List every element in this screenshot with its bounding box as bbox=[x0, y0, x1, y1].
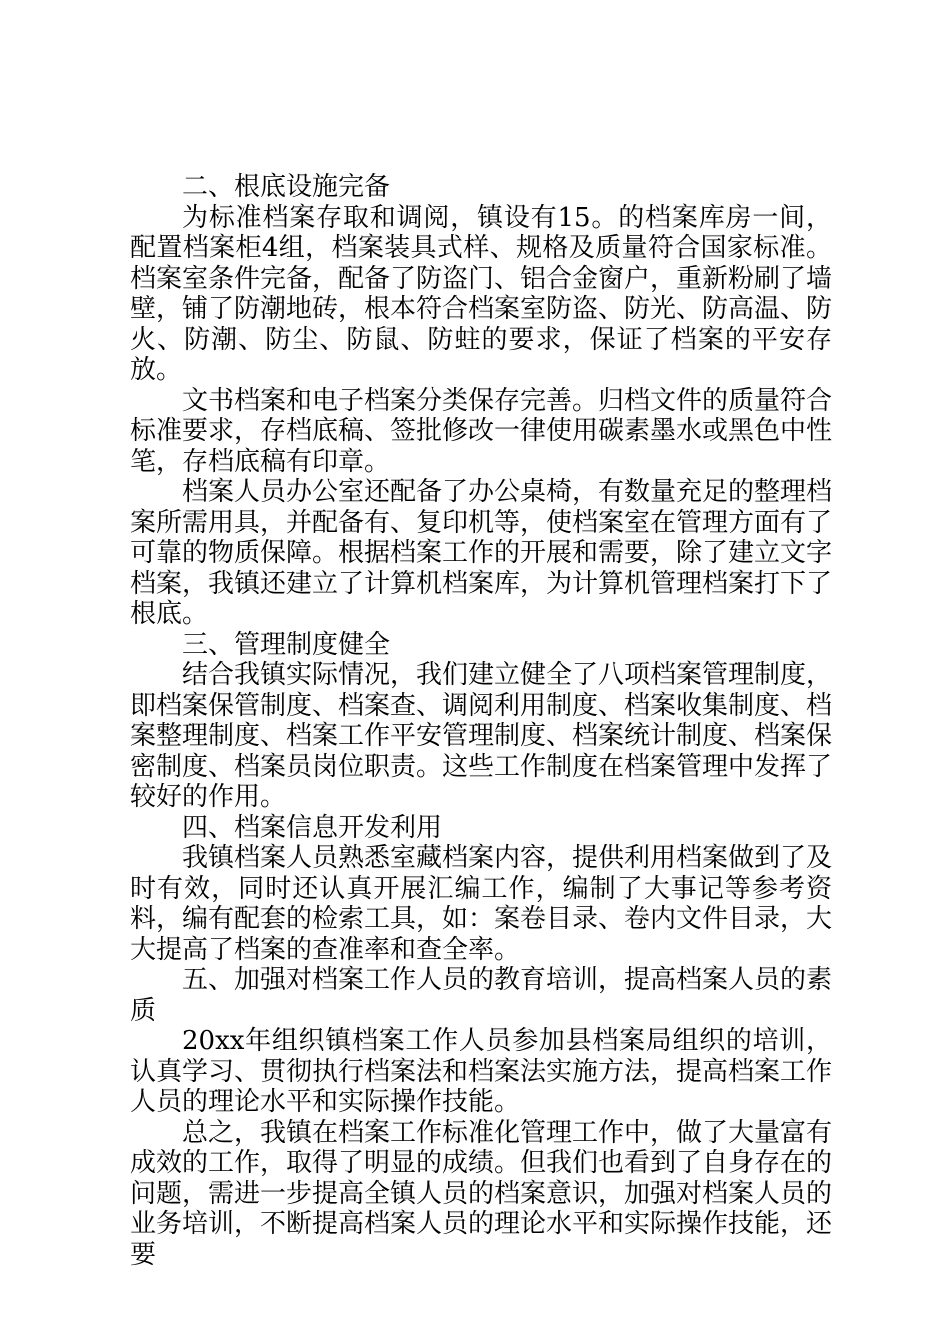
paragraph-training: 20xx年组织镇档案工作人员参加县档案局组织的培训，认真学习、贯彻执行档案法和档案法实施方法，提高档案工作人员的理论水平和实际操作技能。 bbox=[130, 1026, 833, 1117]
section-heading-training: 五、加强对档案工作人员的教育培训，提高档案人员的素质 bbox=[130, 965, 833, 1026]
paragraph-information-use: 我镇档案人员熟悉室藏档案内容，提供利用档案做到了及时有效，同时还认真开展汇编工作，编制了大事记等参考资料，编有配套的检索工具，如：案卷目录、卷内文件目录，大大提高了档案的查准率和查全率。 bbox=[130, 843, 833, 965]
paragraph-summary: 总之，我镇在档案工作标准化管理工作中，做了大量富有成效的工作，取得了明显的成绩。但我们也看到了自身存在的问题，需进一步提高全镇人员的档案意识，加强对档案人员的业务培训，不断提高档案人员的理论水平和实际操作技能，还要 bbox=[130, 1117, 833, 1270]
paragraph-management-rules: 结合我镇实际情况，我们建立健全了八项档案管理制度，即档案保管制度、档案查、调阅利用制度、档案收集制度、档案整理制度、档案工作平安管理制度、档案统计制度、档案保密制度、档案员岗位职责。这些工作制度在档案管理中发挥了较好的作用。 bbox=[130, 660, 833, 812]
section-heading-management-system: 三、管理制度健全 bbox=[182, 629, 391, 660]
document-page bbox=[130, 172, 832, 1270]
section-heading-infrastructure: 二、根底设施完备 bbox=[182, 172, 391, 202]
paragraph-document-archives: 文书档案和电子档案分类保存完善。归档文件的质量符合标准要求，存档底稿、签批修改一律使用碳素墨水或黑色中性笔，存档底稿有印章。 bbox=[130, 385, 833, 477]
paragraph-office-equipment: 档案人员办公室还配备了办公桌椅，有数量充足的整理档案所需用具，并配备有、复印机等，使档案室在管理方面有了可靠的物质保障。根据档案工作的开展和需要，除了建立文字档案，我镇还建立了计算机档案库，为计算机管理档案打下了根底。 bbox=[130, 477, 833, 629]
paragraph-archive-room: 为标准档案存取和调阅，镇设有15。的档案库房一间，配置档案柜4组，档案装具式样、规格及质量符合国家标准。档案室条件完备，配备了防盗门、铝合金窗户，重新粉刷了墙壁，铺了防潮地砖，根本符合档案室防盗、防光、防高温、防火、防潮、防尘、防鼠、防蛀的要求，保证了档案的平安存放。 bbox=[130, 202, 833, 385]
section-heading-information-use: 四、档案信息开发利用 bbox=[182, 812, 443, 843]
